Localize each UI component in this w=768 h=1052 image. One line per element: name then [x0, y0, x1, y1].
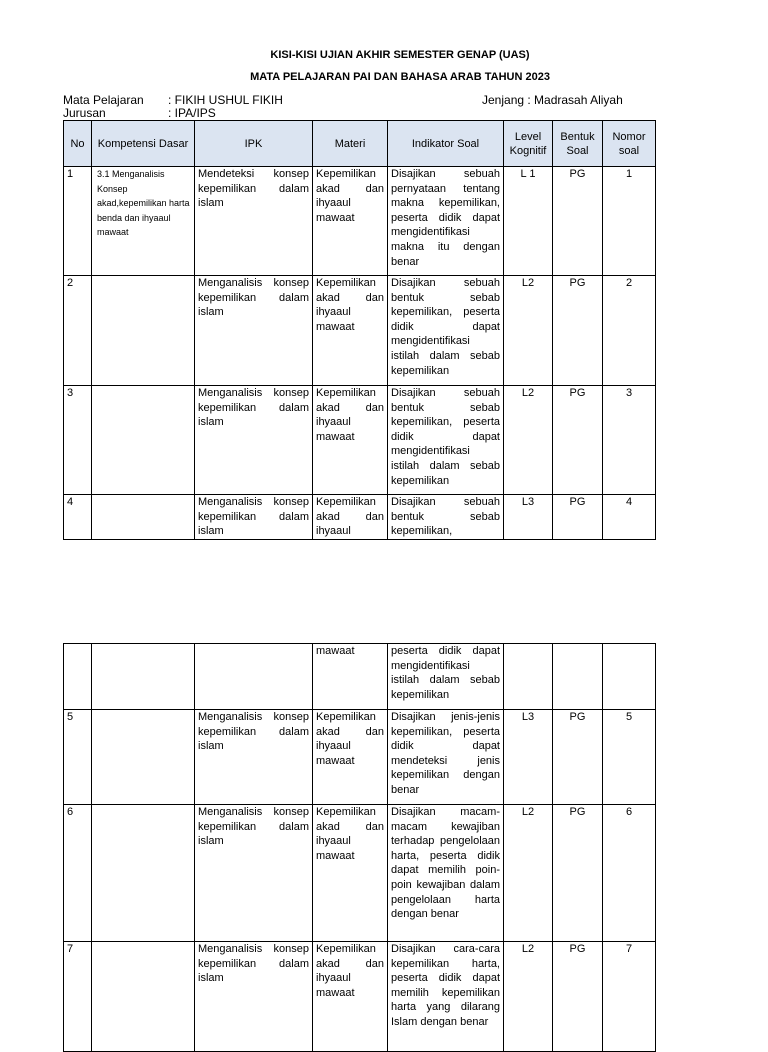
- cell-no: 4: [64, 495, 92, 540]
- cell-indikator: Disajikan sebuah bentuk sebab kepemilikan, peserta didik dapat mengidentifikasi istilah dalam sebab kepemilikan: [388, 276, 504, 386]
- cell-bentuk: PG: [553, 386, 603, 495]
- cell-bentuk: PG: [553, 495, 603, 540]
- cell-kd: 3.1 Menganalisis Konsep akad,kepemilikan harta benda dan ihyaaul mawaat: [92, 167, 195, 276]
- mapel-value: : FIKIH USHUL FIKIH: [168, 93, 283, 107]
- cell-kd: [92, 276, 195, 386]
- jurusan-value: : IPA/IPS: [168, 106, 216, 120]
- cell-materi: Kepemilikan akad dan ihyaaul mawaat: [313, 805, 388, 942]
- cell-indikator: Disajikan macam-macam kewajiban terhadap pengelolaan harta, peserta didik dapat memilih poin-poin kewajiban dalam pengelolaan harta dengan benar: [388, 805, 504, 942]
- table-row: [64, 710, 656, 805]
- cell-bentuk: PG: [553, 167, 603, 276]
- cell-bentuk: PG: [553, 805, 603, 942]
- table-row: [64, 805, 656, 942]
- cell-nomor: 1: [603, 167, 656, 276]
- cell-ipk: [195, 644, 313, 710]
- cell-kd: [92, 644, 195, 710]
- cell-no: 3: [64, 386, 92, 495]
- cell-level: L 1: [504, 167, 553, 276]
- cell-indikator: Disajikan cara-cara kepemilikan harta, peserta didik dapat memilih kepemilikan harta yang dilarang Islam dengan benar: [388, 942, 504, 1052]
- table-row-continuation: [64, 644, 656, 710]
- table-row: [64, 276, 656, 386]
- cell-nomor: 6: [603, 805, 656, 942]
- document-subtitle: MATA PELAJARAN PAI DAN BAHASA ARAB TAHUN 2023: [250, 71, 550, 83]
- col-header-kd: Kompetensi Dasar: [92, 121, 195, 167]
- cell-level: L2: [504, 942, 553, 1052]
- cell-no: 5: [64, 710, 92, 805]
- cell-bentuk: PG: [553, 276, 603, 386]
- mapel-label: Mata Pelajaran: [63, 93, 144, 107]
- kisi-table-continued: [63, 643, 656, 1052]
- cell-level: L2: [504, 805, 553, 942]
- cell-kd: [92, 805, 195, 942]
- cell-materi: Kepemilikan akad dan ihyaaul: [313, 495, 388, 540]
- cell-ipk: Menganalisis konsep kepemilikan dalam islam: [195, 805, 313, 942]
- cell-bentuk: PG: [553, 710, 603, 805]
- col-header-bentuk: Bentuk Soal: [553, 121, 603, 167]
- cell-ipk: Menganalisis konsep kepemilikan dalam islam: [195, 386, 313, 495]
- col-header-nomor: Nomor soal: [603, 121, 656, 167]
- cell-no: 7: [64, 942, 92, 1052]
- col-header-level: Level Kognitif: [504, 121, 553, 167]
- cell-materi: mawaat: [313, 644, 388, 710]
- cell-bentuk: [553, 644, 603, 710]
- jenjang-text: Jenjang : Madrasah Aliyah: [482, 93, 623, 107]
- cell-no: 2: [64, 276, 92, 386]
- cell-level: L2: [504, 276, 553, 386]
- cell-ipk: Menganalisis konsep kepemilikan dalam islam: [195, 276, 313, 386]
- cell-materi: Kepemilikan akad dan ihyaaul mawaat: [313, 167, 388, 276]
- cell-nomor: 3: [603, 386, 656, 495]
- cell-nomor: 7: [603, 942, 656, 1052]
- cell-materi: Kepemilikan akad dan ihyaaul mawaat: [313, 386, 388, 495]
- col-header-materi: Materi: [313, 121, 388, 167]
- table-header-row: [64, 121, 656, 167]
- cell-ipk: Menganalisis konsep kepemilikan dalam islam: [195, 710, 313, 805]
- cell-ipk: Menganalisis konsep kepemilikan dalam islam: [195, 942, 313, 1052]
- cell-level: L3: [504, 710, 553, 805]
- cell-ipk: Menganalisis konsep kepemilikan dalam islam: [195, 495, 313, 540]
- cell-nomor: [603, 644, 656, 710]
- kisi-table: [63, 120, 656, 540]
- cell-nomor: 2: [603, 276, 656, 386]
- table-row: [64, 167, 656, 276]
- jurusan-label: Jurusan: [63, 106, 106, 120]
- cell-materi: Kepemilikan akad dan ihyaaul mawaat: [313, 942, 388, 1052]
- table-row: [64, 942, 656, 1052]
- cell-indikator: Disajikan jenis-jenis kepemilikan, peserta didik dapat mendeteksi jenis kepemilikan dengan benar: [388, 710, 504, 805]
- cell-bentuk: PG: [553, 942, 603, 1052]
- col-header-indikator: Indikator Soal: [388, 121, 504, 167]
- cell-no: [64, 644, 92, 710]
- cell-level: L2: [504, 386, 553, 495]
- cell-indikator: Disajikan sebuah bentuk sebab kepemilikan,: [388, 495, 504, 540]
- col-header-ipk: IPK: [195, 121, 313, 167]
- cell-no: 6: [64, 805, 92, 942]
- cell-indikator: Disajikan sebuah bentuk sebab kepemilikan, peserta didik dapat mengidentifikasi istilah dalam sebab kepemilikan: [388, 386, 504, 495]
- document-title: KISI-KISI UJIAN AKHIR SEMESTER GENAP (UAS): [270, 49, 530, 61]
- cell-indikator: peserta didik dapat mengidentifikasi istilah dalam sebab kepemilikan: [388, 644, 504, 710]
- cell-indikator: Disajikan sebuah pernyataan tentang makna kepemilikan, peserta didik dapat mengidentifikasi makna itu dengan benar: [388, 167, 504, 276]
- cell-no: 1: [64, 167, 92, 276]
- cell-materi: Kepemilikan akad dan ihyaaul mawaat: [313, 710, 388, 805]
- table-row: [64, 386, 656, 495]
- cell-level: L3: [504, 495, 553, 540]
- cell-nomor: 4: [603, 495, 656, 540]
- cell-ipk: Mendeteksi konsep kepemilikan dalam islam: [195, 167, 313, 276]
- cell-level: [504, 644, 553, 710]
- table-row: [64, 495, 656, 540]
- col-header-no: No: [64, 121, 92, 167]
- cell-kd: [92, 386, 195, 495]
- cell-kd: [92, 710, 195, 805]
- cell-kd: [92, 495, 195, 540]
- cell-kd: [92, 942, 195, 1052]
- cell-nomor: 5: [603, 710, 656, 805]
- cell-materi: Kepemilikan akad dan ihyaaul mawaat: [313, 276, 388, 386]
